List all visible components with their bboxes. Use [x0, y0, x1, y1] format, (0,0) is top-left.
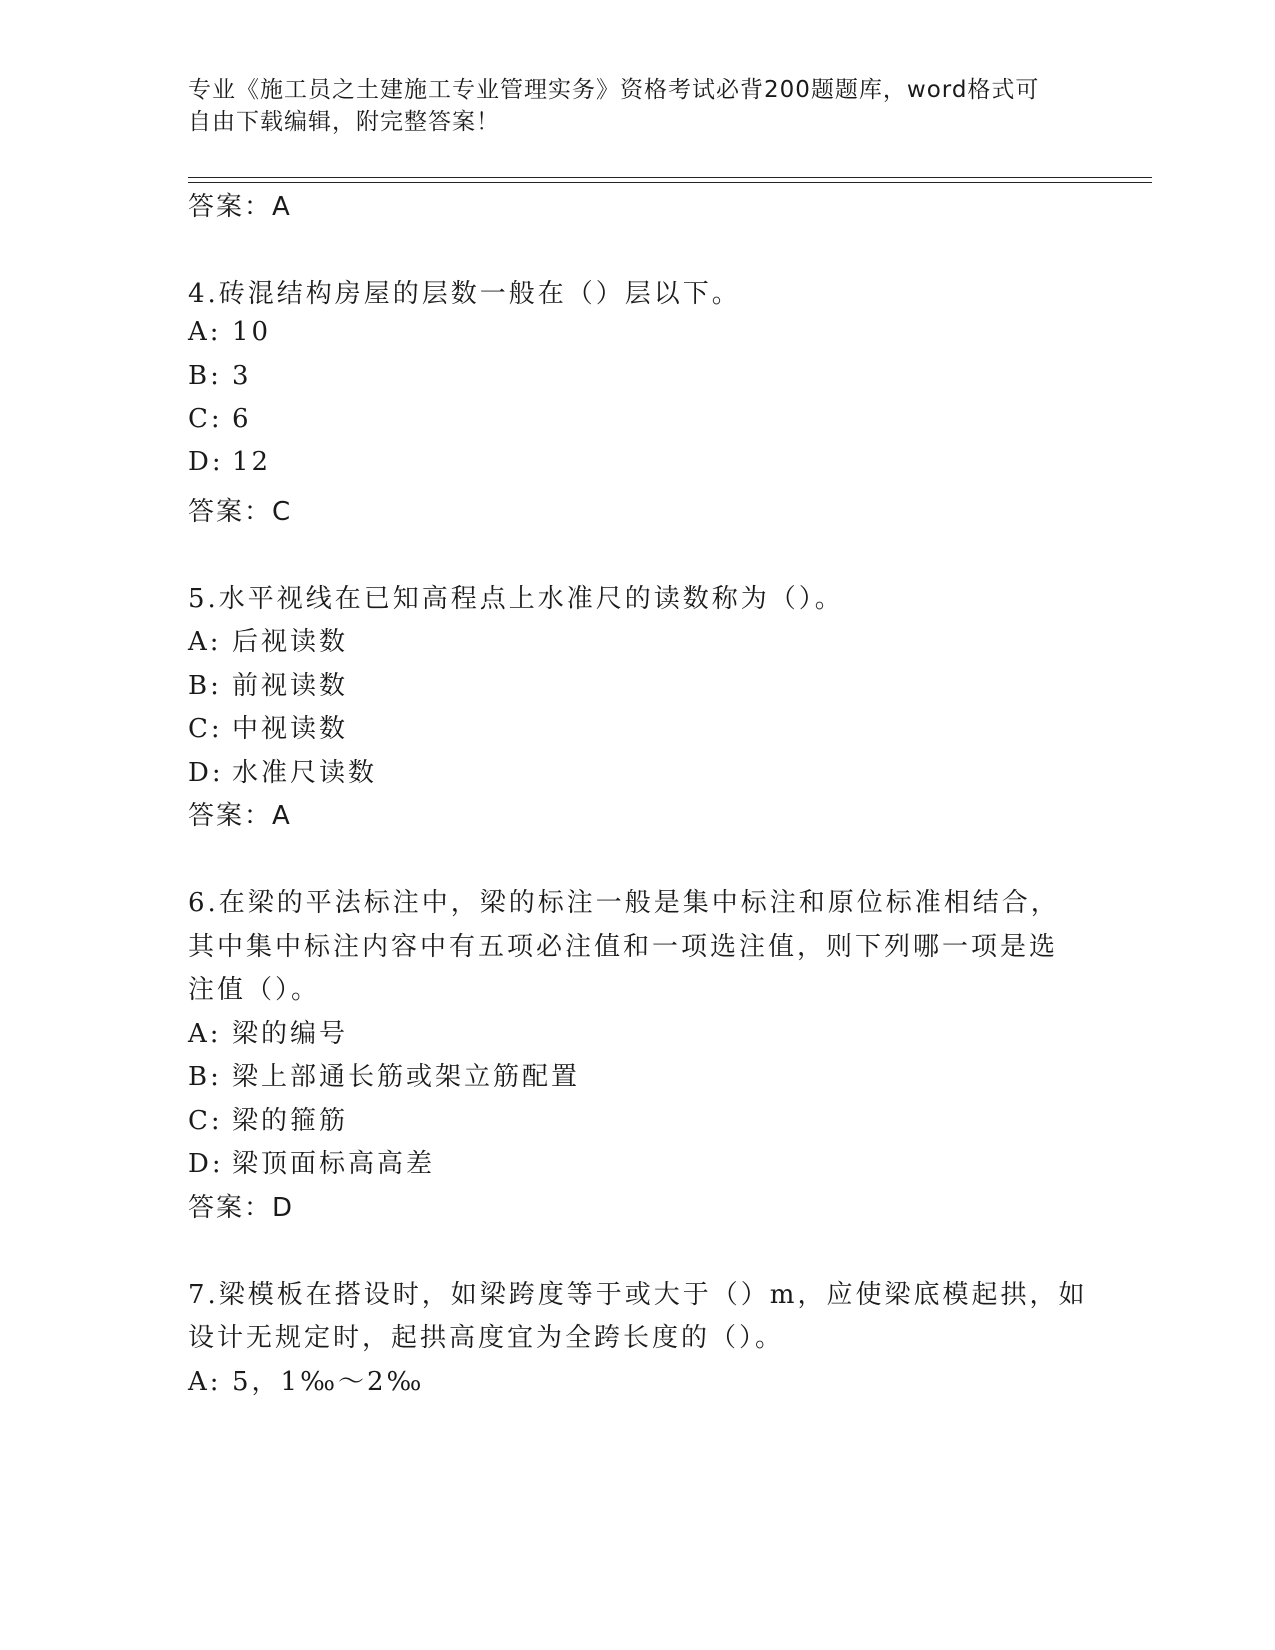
question-stem: 7.梁模板在搭设时，如梁跨度等于或大于（）m，应使梁底模起拱，如 — [188, 1280, 1088, 1310]
option-d — [188, 447, 271, 477]
option-text: 水准尺读数 — [232, 758, 378, 788]
option-text: 10 — [232, 317, 272, 347]
option-label: B: — [188, 1062, 222, 1092]
option-label: B: — [188, 671, 222, 701]
option-a — [188, 1013, 348, 1050]
option-text: 梁顶面标高高差 — [232, 1149, 436, 1179]
option-label: C: — [188, 1106, 223, 1136]
header-divider — [188, 177, 1152, 178]
option-label: C: — [188, 404, 223, 434]
header-line-2: 自由下载编辑，附完整答案！ — [188, 109, 500, 135]
option-text: 梁的箍筋 — [232, 1106, 349, 1136]
answer-line: 答案：C — [188, 497, 293, 527]
option-b — [188, 665, 348, 702]
header-divider — [188, 182, 1152, 183]
option-text: 梁上部通长筋或架立筋配置 — [232, 1062, 581, 1092]
option-label: D: — [188, 447, 224, 477]
option-label: A: — [188, 627, 222, 657]
question-stem: 6.在梁的平法标注中，梁的标注一般是集中标注和原位标准相结合， — [188, 888, 1060, 918]
option-a — [188, 317, 271, 347]
answer-line: 答案：A — [188, 192, 292, 222]
option-label: A: — [188, 1019, 222, 1049]
question-stem: 注值（）。 — [188, 975, 321, 1005]
option-text: 中视读数 — [232, 714, 349, 744]
option-d — [188, 1143, 435, 1180]
option-d — [188, 752, 377, 789]
option-b — [188, 361, 252, 391]
question-stem: 5.水平视线在已知高程点上水准尺的读数称为（）。 — [188, 584, 844, 614]
answer-line: 答案：A — [188, 801, 292, 831]
option-text: 12 — [232, 447, 272, 477]
option-text: 3 — [232, 361, 252, 391]
option-label: C: — [188, 714, 223, 744]
answer-line: 答案：D — [188, 1193, 295, 1223]
option-c — [188, 1100, 348, 1137]
option-label: D: — [188, 758, 224, 788]
option-text: 后视读数 — [232, 627, 349, 657]
option-a — [188, 1361, 424, 1398]
option-b — [188, 1056, 580, 1093]
question-stem: 4.砖混结构房屋的层数一般在（）层以下。 — [188, 279, 741, 309]
option-text: 5，1‰～2‰ — [232, 1367, 425, 1397]
option-label: A: — [188, 1367, 222, 1397]
option-text: 前视读数 — [232, 671, 349, 701]
option-c — [188, 708, 348, 745]
question-stem: 设计无规定时，起拱高度宜为全跨长度的（）。 — [188, 1323, 785, 1353]
option-text: 6 — [232, 404, 252, 434]
option-label: D: — [188, 1149, 224, 1179]
option-label: A: — [188, 317, 222, 347]
option-text: 梁的编号 — [232, 1019, 349, 1049]
option-label: B: — [188, 361, 222, 391]
question-stem: 其中集中标注内容中有五项必注值和一项选注值，则下列哪一项是选 — [188, 932, 1059, 962]
document-header — [188, 74, 1088, 138]
header-line-1: 专业《施工员之土建施工专业管理实务》资格考试必背200题题库，word格式可 — [188, 77, 1040, 103]
option-a — [188, 621, 348, 658]
option-c — [188, 404, 252, 434]
